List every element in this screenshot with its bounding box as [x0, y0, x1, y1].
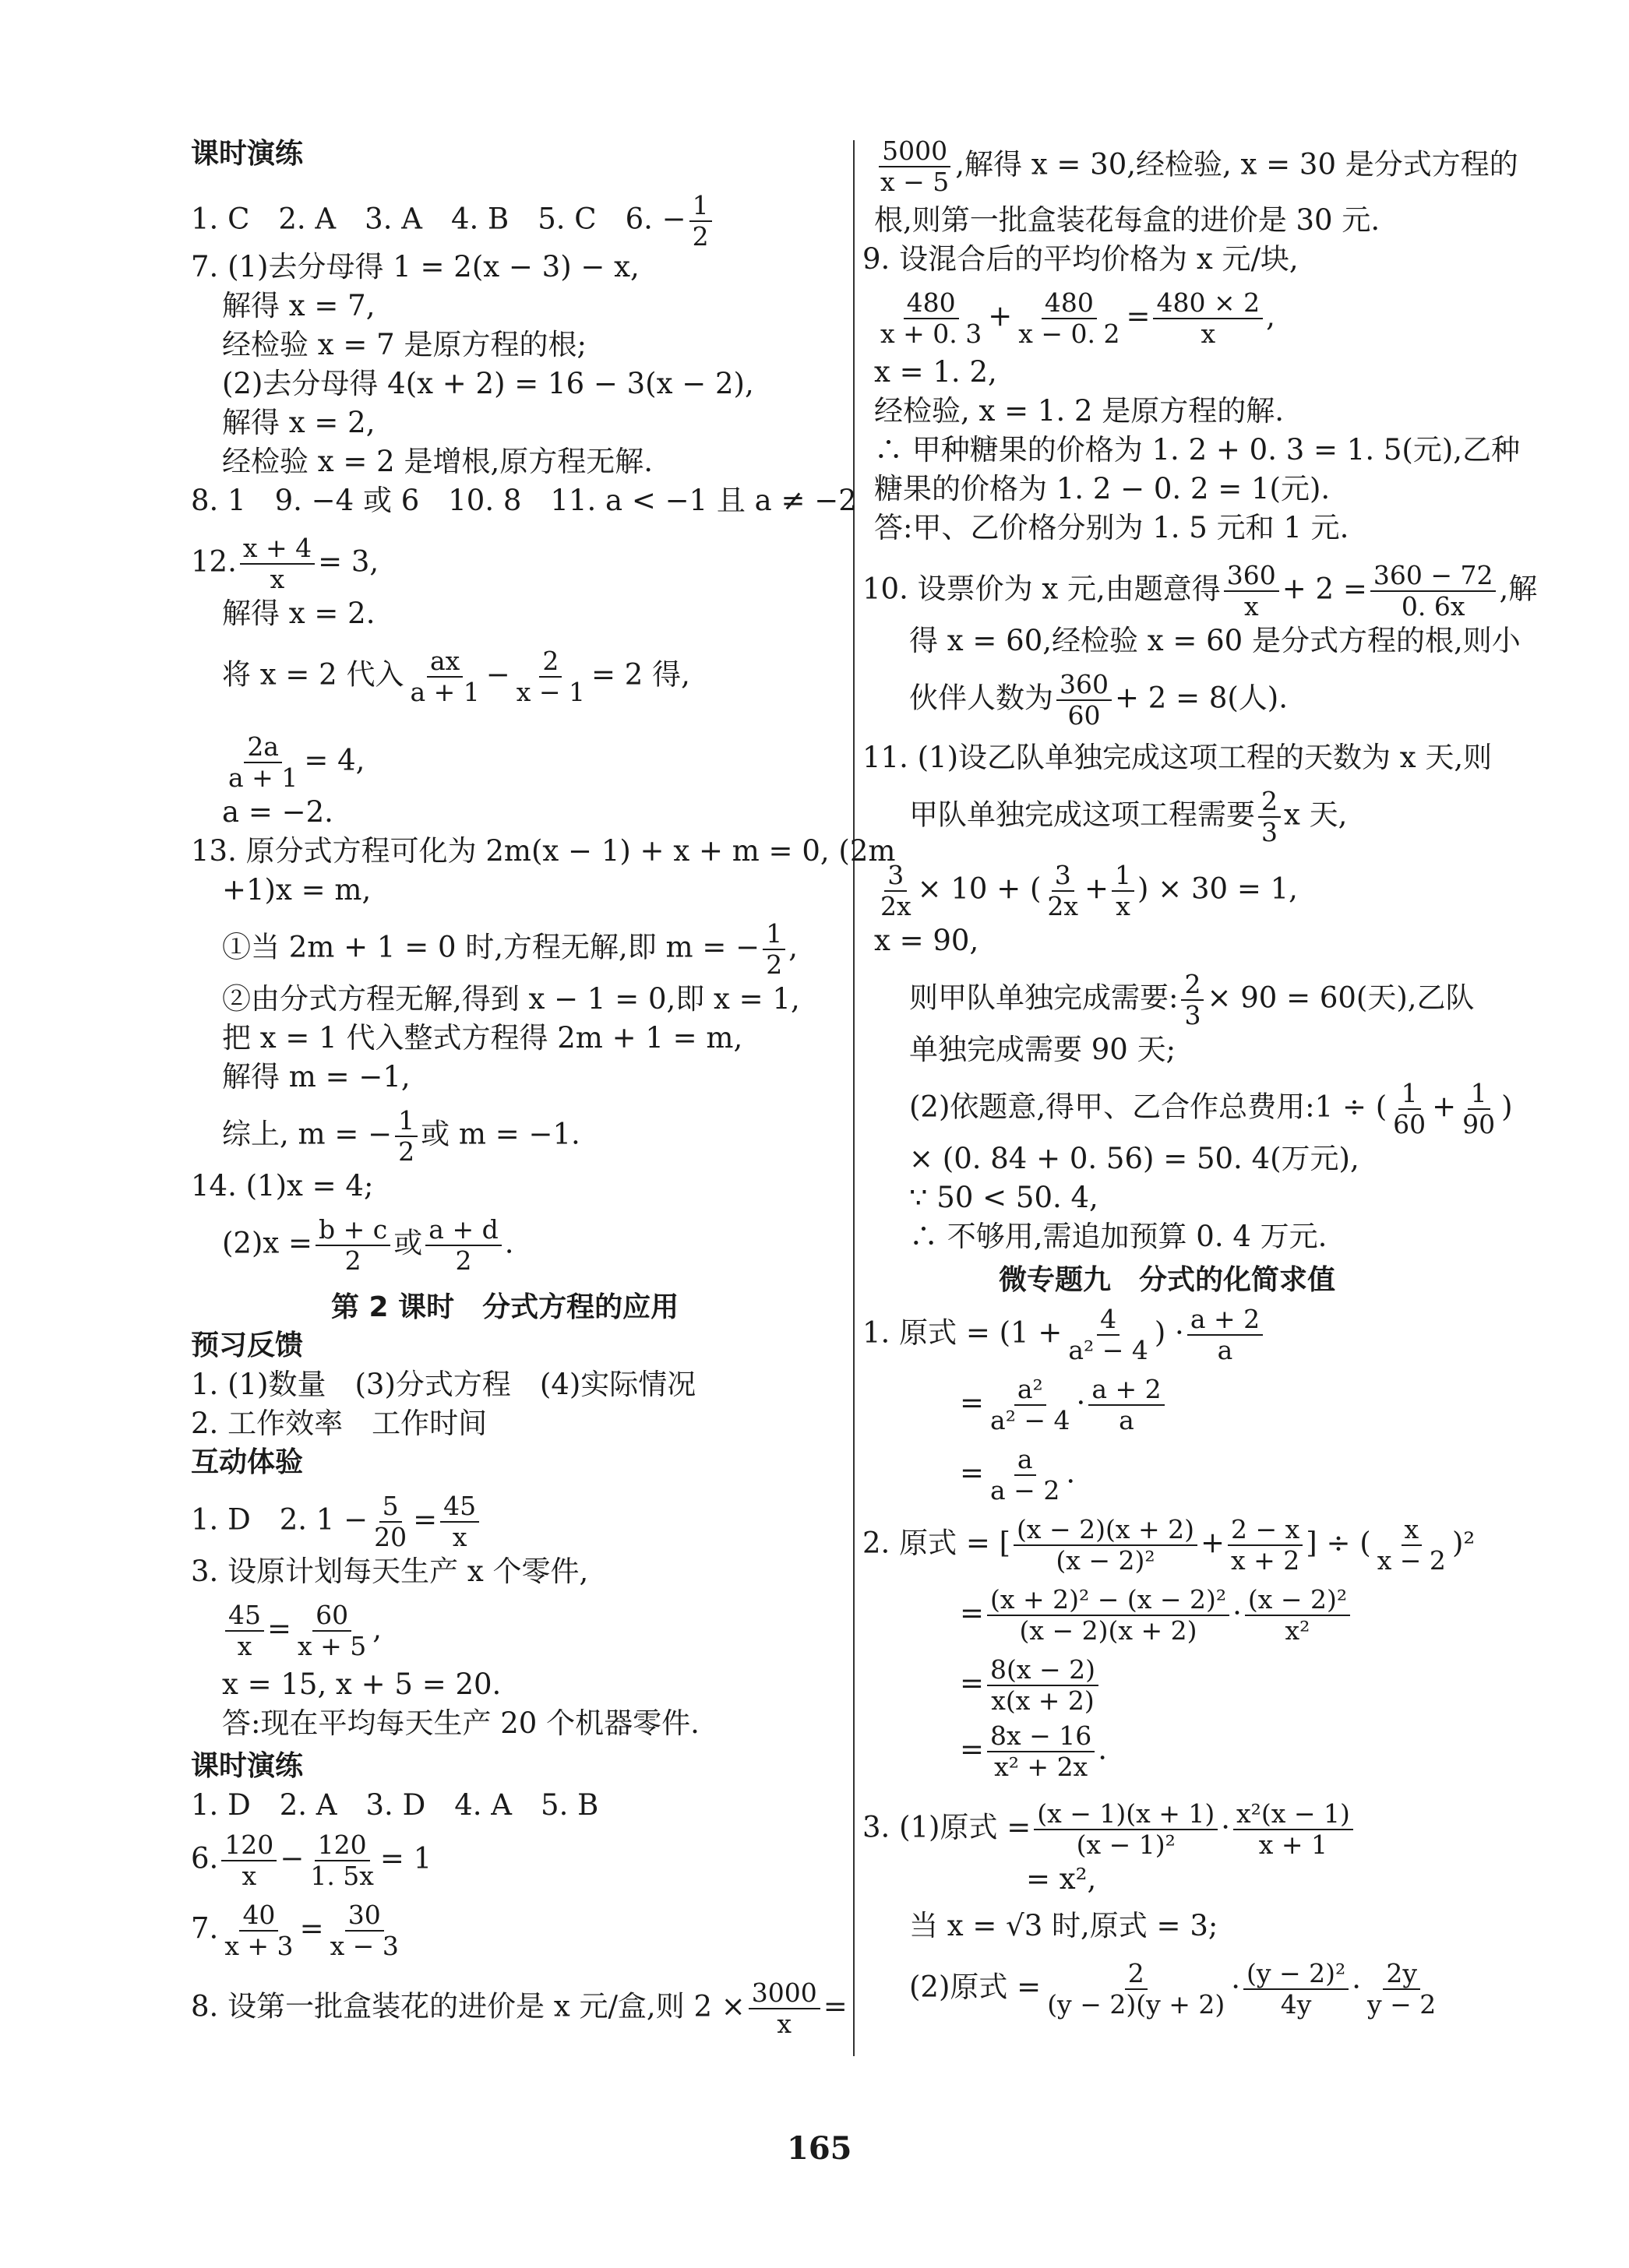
answer-line: 2. 原式 = [ $\frac{(x - 2)(x + 2)}{\text{(x − 2)²}}$ + $\frac{2 - x}{x + 2}$ ] ÷ ( $\frac{x}{x - 2}$ )² — [862, 1514, 1476, 1576]
answer-line: = x², — [1026, 1862, 1097, 1896]
answer-line: 经检验 x = 2 是增根,原方程无解. — [222, 445, 653, 478]
answer-line: ∴ 甲种糖果的价格为 1. 2 + 0. 3 = 1. 5(元),乙种 — [874, 433, 1521, 467]
answer-line: 经检验, x = 1. 2 是原方程的解. — [874, 394, 1285, 428]
answer-line: 12. $\frac{x + 4}{x}$ = 3, — [191, 533, 379, 594]
answer-line: 根,则第一批盒装花每盒的进价是 30 元. — [874, 203, 1380, 237]
answer-line: 3. (1)原式 = $\frac{(x - 1)(x + 1)}{\text{(x − 1)²}}$ · $\frac{\text{x²(x − 1)}}{x + 1}$ — [862, 1799, 1356, 1860]
answer-line: +1)x = m, — [222, 873, 372, 907]
section-heading: 课时演练 — [191, 138, 304, 170]
answer-line: $\frac{5000}{x - 5}$ ,解得 x = 30,经检验, x = 30 是分式方程的 — [880, 136, 1518, 197]
answer-line: 糖果的价格为 1. 2 − 0. 2 = 1(元). — [874, 472, 1331, 505]
answer-line: (2)依题意,得甲、乙合作总费用:1 ÷ ( $\frac{1}{60}$ + $\frac{1}{90}$ ) — [909, 1078, 1513, 1139]
answer-line: $\frac{3}{2x}$ × 10 + ( $\frac{3}{2x}$ + $\frac{1}{x}$ ) × 30 = 1, — [880, 860, 1298, 921]
answer-line: (2)原式 = $\frac{2}{(y - 2)(y + 2)}$ · $\frac{\text{(y − 2)²}}{4y}$ · $\frac{2y}{y - 2}$ — [909, 1958, 1437, 2020]
answer-line: 答:甲、乙价格分别为 1. 5 元和 1 元. — [874, 511, 1349, 544]
answer-line: 6. $\frac{120}{x}$ − $\frac{120}{1. 5x}$ = 1 — [191, 1830, 432, 1891]
section-heading: 课时演练 — [191, 1750, 304, 1782]
answer-line: 10. 设票价为 x 元,由题意得 $\frac{360}{x}$ + 2 = $\frac{360 - 72}{0. 6x}$ ,解 — [862, 560, 1538, 622]
answer-line: x = 90, — [874, 924, 979, 957]
answer-line: 综上, m = − $\frac{1}{2}$ 或 m = −1. — [222, 1105, 580, 1167]
answer-line: 解得 x = 2, — [222, 406, 376, 439]
answer-line: 11. (1)设乙队单独完成这项工程的天数为 x 天,则 — [862, 741, 1493, 774]
answer-line: $\frac{480}{x + 0. 3}$ + $\frac{480}{x - 0. 2}$ = $\frac{480 \times 2}{x}$ , — [880, 287, 1275, 349]
answer-line: x = 1. 2, — [874, 355, 997, 389]
answer-line: a = −2. — [222, 795, 333, 829]
answer-line: 得 x = 60,经检验 x = 60 是分式方程的根,则小 — [909, 624, 1521, 657]
answer-line: ∴ 不够用,需追加预算 0. 4 万元. — [909, 1220, 1328, 1253]
answer-line: 14. (1)x = 4; — [191, 1169, 374, 1203]
answer-line: = $\frac{\text{(x + 2)² − (x − 2)²}}{(x - 2)(x + 2)}$ · $\frac{\text{(x − 2)²}}{\text{x²}}$ — [960, 1585, 1353, 1646]
answer-line: 解得 x = 7, — [222, 289, 376, 322]
answer-line: ①当 2m + 1 = 0 时,方程无解,即 m = − $\frac{1}{2}$ , — [222, 918, 798, 980]
answer-line: 将 x = 2 代入 $\frac{ax}{a + 1}$ − $\frac{2}{x - 1}$ = 2 得, — [222, 646, 690, 707]
answer-line: 答:现在平均每天生产 20 个机器零件. — [222, 1706, 700, 1740]
answer-line: 解得 x = 2. — [222, 597, 376, 630]
answer-line: 则甲队单独完成需要: $\frac{2}{3}$ × 90 = 60(天),乙队 — [909, 969, 1475, 1030]
answer-line: 1. (1)数量 (3)分式方程 (4)实际情况 — [191, 1368, 696, 1401]
answer-line: 经检验 x = 7 是原方程的根; — [222, 328, 587, 361]
answer-line: = $\frac{\text{a²}}{\text{a² − 4}}$ · $\frac{a + 2}{a}$ — [960, 1375, 1168, 1435]
answer-line: (2)去分母得 4(x + 2) = 16 − 3(x − 2), — [222, 367, 754, 400]
answer-line: 3. 设原计划每天生产 x 个零件, — [191, 1555, 589, 1588]
topic-title: 微专题九 分式的化简求值 — [999, 1264, 1336, 1296]
page-number: 165 — [787, 2130, 852, 2167]
answer-line: 1. D 2. A 3. D 4. A 5. B — [191, 1788, 599, 1822]
answer-line: x = 15, x + 5 = 20. — [222, 1668, 502, 1701]
answer-line: $\frac{2a}{a + 1}$ = 4, — [228, 731, 365, 793]
answer-line: 解得 m = −1, — [222, 1060, 411, 1094]
answer-line: = $\frac{a}{a - 2}$ . — [960, 1444, 1076, 1506]
answer-line: 2. 工作效率 工作时间 — [191, 1407, 488, 1440]
section-heading: 互动体验 — [191, 1446, 304, 1478]
answer-line: 9. 设混合后的平均价格为 x 元/块, — [862, 242, 1299, 276]
answer-line: 8. 设第一批盒装花的进价是 x 元/盒,则 2 × $\frac{3000}{x}$ = — [191, 1977, 848, 2039]
lesson-title: 第 2 课时 分式方程的应用 — [331, 1291, 679, 1323]
answer-line: 7. (1)去分母得 1 = 2(x − 3) − x, — [191, 250, 640, 284]
answer-line: 8. 1 9. −4 或 6 10. 8 11. a < −1 且 a ≠ −2 — [191, 484, 857, 517]
answer-line: (2)x = $\frac{b + c}{2}$ 或 $\frac{a + d}{2}$ . — [222, 1214, 514, 1276]
answer-line: ②由分式方程无解,得到 x − 1 = 0,即 x = 1, — [222, 982, 800, 1016]
answer-line: 1. 原式 = (1 + $\frac{4}{\text{a² − 4}}$ ) · $\frac{a + 2}{a}$ — [862, 1305, 1266, 1365]
answer-line: = $\frac{8x - 16}{\text{x² + 2x}}$ . — [960, 1720, 1108, 1782]
answer-line: $\frac{45}{x}$ = $\frac{60}{x + 5}$ , — [222, 1601, 382, 1661]
answer-line: 1. C 2. A 3. A 4. B 5. C 6. − $\frac{1}{2}$ — [191, 191, 715, 252]
column-divider — [853, 140, 855, 2056]
answer-line: 单独完成需要 90 天; — [909, 1033, 1176, 1066]
answer-line: 当 x = √3 时,原式 = 3; — [909, 1909, 1218, 1942]
answer-line: × (0. 84 + 0. 56) = 50. 4(万元), — [909, 1142, 1359, 1175]
answer-line: 把 x = 1 代入整式方程得 2m + 1 = m, — [222, 1021, 743, 1055]
answer-line: 7. $\frac{40}{x + 3}$ = $\frac{30}{x - 3}$ — [191, 1900, 399, 1961]
section-heading: 预习反馈 — [191, 1329, 304, 1361]
answer-line: 甲队单独完成这项工程需要 $\frac{2}{3}$ x 天, — [909, 786, 1348, 847]
answer-line: 1. D 2. 1 − $\frac{5}{20}$ = $\frac{45}{x}$ — [191, 1491, 482, 1552]
answer-line: ∵ 50 < 50. 4, — [909, 1181, 1098, 1214]
answer-line: 伙伴人数为 $\frac{360}{60}$ + 2 = 8(人). — [909, 669, 1288, 731]
answer-line: = $\frac{8(x - 2)}{x(x + 2)}$ — [960, 1655, 1102, 1716]
answer-line: 13. 原分式方程可化为 2m(x − 1) + x + m = 0, (2m — [191, 834, 896, 868]
